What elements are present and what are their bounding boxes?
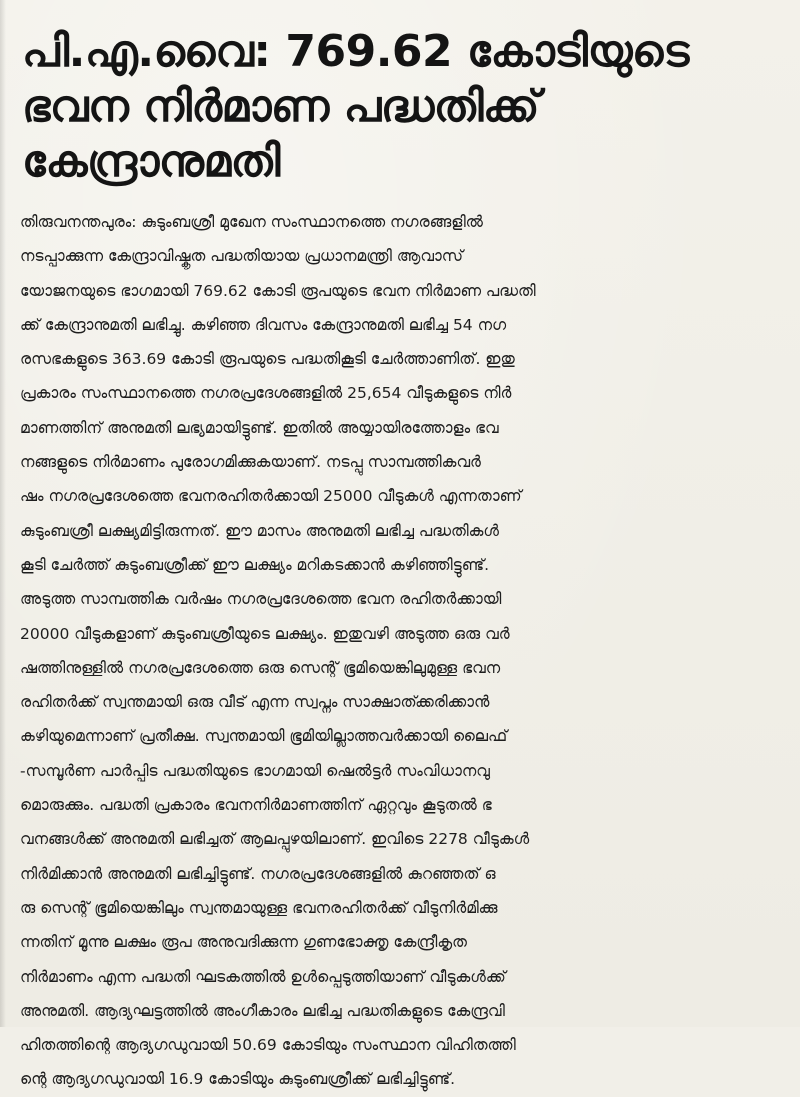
body-line: ന്റെ ആദ്യഗഡുവായി 16.9 കോടിയും കുടുംബശ്രീക്ക് ലഭിച്ചിട്ടുണ്ട്. [20, 1070, 456, 1089]
body-line: -സമ്പൂർണ പാർപ്പിട പദ്ധതിയുടെ ഭാഗമായി ഷെൽട്ടർ സംവിധാനവു [20, 761, 490, 780]
body-line: കൂടി ചേർത്ത് കുടുംബശ്രീക്ക് ഈ ലക്ഷ്യം മറികടക്കാൻ കഴിഞ്ഞിട്ടുണ്ട്. [20, 555, 490, 574]
body-line: അടുത്ത സാമ്പത്തിക വർഷം നഗരപ്രദേശത്തെ ഭവന രഹിതർക്കായി [20, 590, 502, 609]
body-line: നങ്ങളുടെ നിർമാണം പുരോഗമിക്കുകയാണ്. നടപ്പു സാമ്പത്തികവർ [20, 453, 481, 472]
body-line: ഷം നഗരപ്രദേശത്തെ ഭവനരഹിതർക്കായി 25000 വീടുകൾ എന്നതാണ് [20, 487, 522, 506]
article-headline [22, 24, 782, 189]
headline-line: കേന്ദ്രാനുമതി [22, 136, 280, 187]
body-line: യോജനയുടെ ഭാഗമായി 769.62 കോടി രൂപയുടെ ഭവന നിർമാണ പദ്ധതി [20, 281, 536, 300]
body-line: കുടുംബശ്രീ ലക്ഷ്യമിട്ടിരുന്നത്. ഈ മാസം അനുമതി ലഭിച്ച പദ്ധതികൾ [20, 521, 499, 540]
body-line: രസഭകളുടെ 363.69 കോടി രൂപയുടെ പദ്ധതികൂടി ചേർത്താണിത്. ഇതു [20, 350, 515, 369]
body-line: മൊരുക്കും. പദ്ധതി പ്രകാരം ഭവനനിർമാണത്തിന് ഏറ്റവും കൂടുതൽ ഭ [20, 796, 492, 815]
body-line: രു സെന്റ് ഭൂമിയെങ്കിലും സ്വന്തമായുള്ള ഭവനരഹിതർക്ക് വീടുനിർമിക്കു [20, 898, 498, 917]
article-body [20, 205, 788, 1097]
body-line: മാണത്തിന് അനുമതി ലഭ്യമായിട്ടുണ്ട്. ഇതിൽ അയ്യായിരത്തോളം ഭവ [20, 418, 499, 437]
body-line: പ്രകാരം സംസ്ഥാനത്തെ നഗരപ്രദേശങ്ങളിൽ 25,654 വീടുകളുടെ നിർ [20, 384, 512, 403]
page-edge-shadow [0, 0, 6, 1027]
headline-line: പി.എ.വൈ: 769.62 കോടിയുടെ [22, 26, 689, 77]
body-line: ക്ക് കേന്ദ്രാനുമതി ലഭിച്ചു. കഴിഞ്ഞ ദിവസം കേന്ദ്രാനുമതി ലഭിച്ച 54 നഗ [20, 315, 507, 334]
body-line: കഴിയുമെന്നാണ് പ്രതീക്ഷ. സ്വന്തമായി ഭൂമിയില്ലാത്തവർക്കായി ലൈഫ് [20, 727, 508, 746]
body-line: നിർമാണം എന്ന പദ്ധതി ഘടകത്തിൽ ഉൾപ്പെടുത്തിയാണ് വീടുകൾക്ക് [20, 967, 506, 986]
headline-line: ഭവന നിർമാണ പദ്ധതിക്ക് [22, 81, 540, 132]
body-line: അനുമതി. ആദ്യഘട്ടത്തിൽ അംഗീകാരം ലഭിച്ച പദ്ധതികളുടെ കേന്ദ്രവി [20, 1001, 505, 1020]
body-line: നിർമിക്കാൻ അനുമതി ലഭിച്ചിട്ടുണ്ട്. നഗരപ്രദേശങ്ങളിൽ കുറഞ്ഞത് ഒ [20, 864, 496, 883]
body-line: രഹിതർക്ക് സ്വന്തമായി ഒരു വീട് എന്ന സ്വപ്നം സാക്ഷാത്ക്കരിക്കാൻ [20, 693, 490, 712]
body-line: തിരുവനന്തപുരം: കുടുംബശ്രീ മുഖേന സംസ്ഥാനത്തെ നഗരങ്ങളിൽ [20, 213, 483, 231]
body-line: ഹിതത്തിന്റെ ആദ്യഗഡുവായി 50.69 കോടിയും സംസ്ഥാന വിഹിതത്തി [20, 1036, 516, 1055]
body-line: നടപ്പാക്കുന്ന കേന്ദ്രാവിഷ്കൃത പദ്ധതിയായ പ്രധാനമന്ത്രി ആവാസ് [20, 247, 464, 266]
body-line: ന്നതിന് മൂന്നു ലക്ഷം രൂപ അനുവദിക്കുന്ന ഗുണഭോക്തൃ കേന്ദ്രീകൃത [20, 933, 467, 952]
body-line: ഷത്തിനുള്ളിൽ നഗരപ്രദേശത്തെ ഒരു സെന്റ് ഭൂമിയെങ്കിലുമുള്ള ഭവന [20, 658, 501, 677]
body-line: വനങ്ങൾക്ക് അനുമതി ലഭിച്ചത് ആലപ്പുഴയിലാണ്. ഇവിടെ 2278 വീടുകൾ [20, 830, 530, 849]
body-line: 20000 വീടുകളാണ് കുടുംബശ്രീയുടെ ലക്ഷ്യം. ഇതുവഴി അടുത്ത ഒരു വർ [20, 624, 510, 643]
